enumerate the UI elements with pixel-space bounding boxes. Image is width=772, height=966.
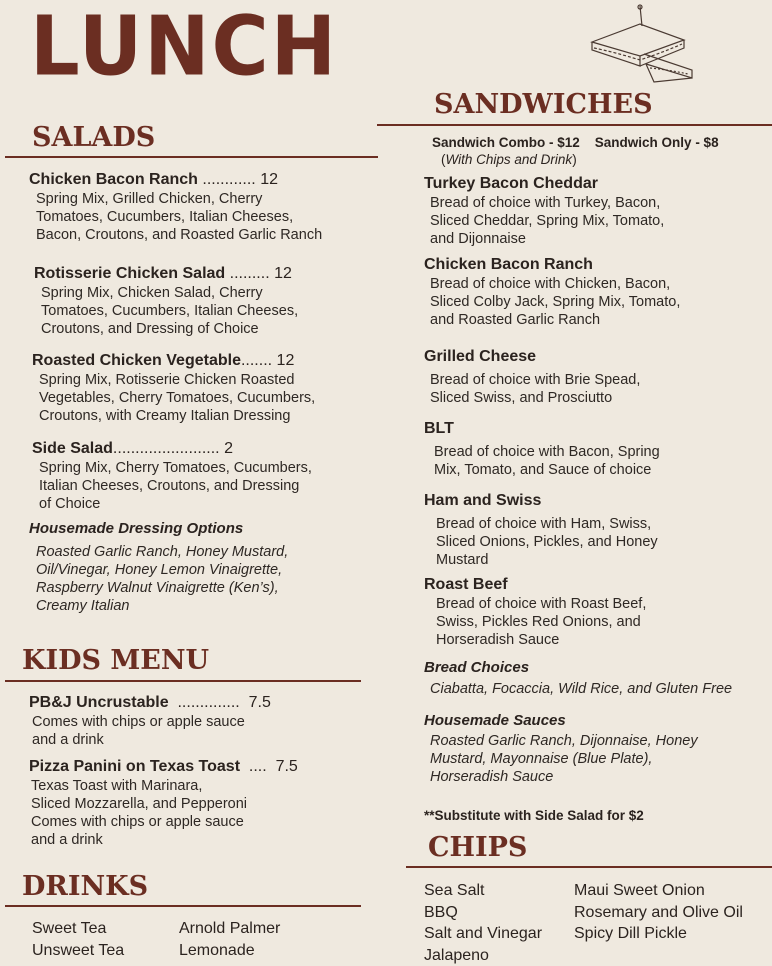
item-desc-line: Bread of choice with Chicken, Bacon, <box>430 276 671 292</box>
sandwich-item <box>424 255 680 329</box>
item-name: Rotisserie Chicken Salad <box>34 265 226 282</box>
item-desc-line: Sliced Cheddar, Spring Mix, Tomato, <box>430 213 665 229</box>
item-desc-line: Vegetables, Cherry Tomatoes, Cucumbers, <box>39 390 316 406</box>
kids-menu-heading: KIDS MENU <box>22 645 210 676</box>
drink-item: Unsweet Tea <box>32 941 125 959</box>
salad-item <box>34 264 298 338</box>
salad-item <box>32 351 315 425</box>
dressing-options-title: Housemade Dressing Options <box>29 520 244 537</box>
chips-rule <box>406 866 772 868</box>
item-name: Grilled Cheese <box>424 348 537 365</box>
item-name: Chicken Bacon Ranch <box>424 256 593 273</box>
drinks-rule <box>5 905 361 907</box>
item-desc-line: Comes with chips or apple sauce <box>32 714 245 730</box>
page-title: LUNCH <box>30 0 339 95</box>
item-desc-line: Spring Mix, Chicken Salad, Cherry <box>41 285 263 301</box>
item-desc-line: Mustard <box>436 552 489 568</box>
sandwich-item <box>424 575 646 649</box>
item-desc-line: Spring Mix, Grilled Chicken, Cherry <box>36 191 263 207</box>
item-desc-line: Bread of choice with Turkey, Bacon, <box>430 195 661 211</box>
sauce-line: Roasted Garlic Ranch, Dijonnaise, Honey <box>430 733 698 749</box>
combo-note-close: ) <box>572 152 577 167</box>
item-desc-line: Comes with chips or apple sauce <box>31 814 244 830</box>
chip-item: Jalapeno <box>424 946 489 964</box>
item-desc-line: Italian Cheeses, Croutons, and Dressing <box>39 478 300 494</box>
sandwich-item <box>424 491 658 569</box>
item-desc-line: Horseradish Sauce <box>436 632 560 648</box>
item-price: 7.5 <box>248 694 271 711</box>
item-name: Roast Beef <box>424 576 508 593</box>
item-name: Pizza Panini on Texas Toast <box>29 758 241 775</box>
item-desc-line: Tomatoes, Cucumbers, Italian Cheeses, <box>36 209 294 225</box>
item-desc-line: Bacon, Croutons, and Roasted Garlic Ranch <box>36 227 323 243</box>
chip-item: Maui Sweet Onion <box>574 882 705 899</box>
item-desc-line: Tomatoes, Cucumbers, Italian Cheeses, <box>41 303 299 319</box>
sandwich-pricing <box>432 134 719 151</box>
item-price: 7.5 <box>275 758 298 775</box>
item-dots: .... <box>248 758 267 775</box>
housemade-sauces-list <box>430 732 698 786</box>
sandwiches-heading: SANDWICHES <box>434 89 653 120</box>
chips-column-1 <box>424 880 542 966</box>
substitute-note: **Substitute with Side Salad for $2 <box>424 808 644 823</box>
combo-note-text: With Chips and Drink <box>445 152 573 167</box>
chip-item: Salt and Vinegar <box>424 925 543 942</box>
drinks-column-2 <box>179 918 280 961</box>
item-dots: ........................ <box>112 440 220 457</box>
kids-item <box>29 693 271 749</box>
item-desc-line: Sliced Onions, Pickles, and Honey <box>436 534 658 550</box>
sandwich-illustration-icon <box>584 4 704 88</box>
item-name: Side Salad <box>32 440 113 457</box>
item-desc-line: Bread of choice with Roast Beef, <box>436 596 647 612</box>
sandwich-item <box>424 419 660 479</box>
item-dots: ....... <box>240 352 273 369</box>
item-desc-line: Croutons, and Dressing of Choice <box>41 321 259 337</box>
sauce-line: Horseradish Sauce <box>430 769 554 785</box>
sandwich-item <box>424 174 664 248</box>
item-desc-line: Bread of choice with Brie Spead, <box>430 372 641 388</box>
dressing-line: Creamy Italian <box>36 598 130 614</box>
drink-item: Lemonade <box>179 941 255 959</box>
chips-column-2 <box>574 880 743 945</box>
kids-item <box>29 757 298 849</box>
salad-item <box>32 439 312 513</box>
item-desc-line: Bread of choice with Bacon, Spring <box>434 444 660 460</box>
chip-item: Rosemary and Olive Oil <box>574 903 743 921</box>
housemade-sauces-title: Housemade Sauces <box>424 712 566 729</box>
combo-price: Sandwich Combo - $12 <box>432 135 580 150</box>
chip-item: BBQ <box>424 903 458 921</box>
drinks-column-1 <box>32 918 124 961</box>
chips-heading: CHIPS <box>428 832 528 863</box>
sandwiches-rule <box>377 124 772 126</box>
dressing-line: Roasted Garlic Ranch, Honey Mustard, <box>36 544 289 560</box>
item-dots: ......... <box>225 265 270 282</box>
item-name: PB&J Uncrustable <box>29 694 169 711</box>
chip-item: Sea Salt <box>424 882 485 899</box>
combo-note <box>441 151 577 168</box>
dressing-line: Oil/Vinegar, Honey Lemon Vinaigrette, <box>36 562 283 578</box>
dressing-options-list <box>36 543 288 615</box>
item-desc-line: Mix, Tomato, and Sauce of choice <box>434 462 652 478</box>
item-price: 2 <box>224 440 233 457</box>
bread-choices-title: Bread Choices <box>424 659 530 676</box>
item-desc-line: Sliced Colby Jack, Spring Mix, Tomato, <box>430 294 681 310</box>
combo-note-open: ( <box>441 152 446 167</box>
bread-choices-list: Ciabatta, Focaccia, Wild Rice, and Gluten Free <box>430 681 733 697</box>
item-desc-line: Sliced Swiss, and Prosciutto <box>430 390 613 406</box>
item-desc-line: of Choice <box>39 496 101 512</box>
item-dots: .............. <box>177 694 240 711</box>
item-dots: ............ <box>197 171 256 188</box>
item-price: 12 <box>276 352 295 369</box>
drink-item: Sweet Tea <box>32 920 107 937</box>
drinks-heading: DRINKS <box>22 871 149 902</box>
item-desc-line: and a drink <box>31 832 103 848</box>
item-desc-line: Sliced Mozzarella, and Pepperoni <box>31 796 248 812</box>
only-price: Sandwich Only - $8 <box>594 135 719 150</box>
item-desc-line: Spring Mix, Rotisserie Chicken Roasted <box>39 372 295 388</box>
sandwich-item <box>424 347 640 407</box>
chip-item: Spicy Dill Pickle <box>574 925 687 942</box>
kids-menu-rule <box>5 680 361 682</box>
item-desc-line: Croutons, with Creamy Italian Dressing <box>39 408 291 424</box>
item-desc-line: Bread of choice with Ham, Swiss, <box>436 516 652 532</box>
item-name: Roasted Chicken Vegetable <box>32 352 241 369</box>
item-desc-line: and a drink <box>32 732 104 748</box>
item-price: 12 <box>274 265 292 282</box>
item-name: BLT <box>424 420 454 437</box>
item-desc-line: and Roasted Garlic Ranch <box>430 312 601 328</box>
item-price: 12 <box>260 171 278 188</box>
salads-heading: SALADS <box>32 122 156 153</box>
salad-item <box>29 170 322 244</box>
sauce-line: Mustard, Mayonnaise (Blue Plate), <box>430 751 653 767</box>
item-desc-line: Swiss, Pickles Red Onions, and <box>436 614 641 630</box>
drink-item: Arnold Palmer <box>179 920 281 937</box>
dressing-line: Raspberry Walnut Vinaigrette (Ken’s), <box>36 580 279 596</box>
item-desc-line: Texas Toast with Marinara, <box>31 778 203 794</box>
item-name: Turkey Bacon Cheddar <box>424 175 598 192</box>
salads-rule <box>5 156 378 158</box>
item-name: Ham and Swiss <box>424 492 542 509</box>
item-name: Chicken Bacon Ranch <box>29 171 198 188</box>
item-desc-line: Spring Mix, Cherry Tomatoes, Cucumbers, <box>39 460 312 476</box>
item-desc-line: and Dijonnaise <box>430 231 526 247</box>
